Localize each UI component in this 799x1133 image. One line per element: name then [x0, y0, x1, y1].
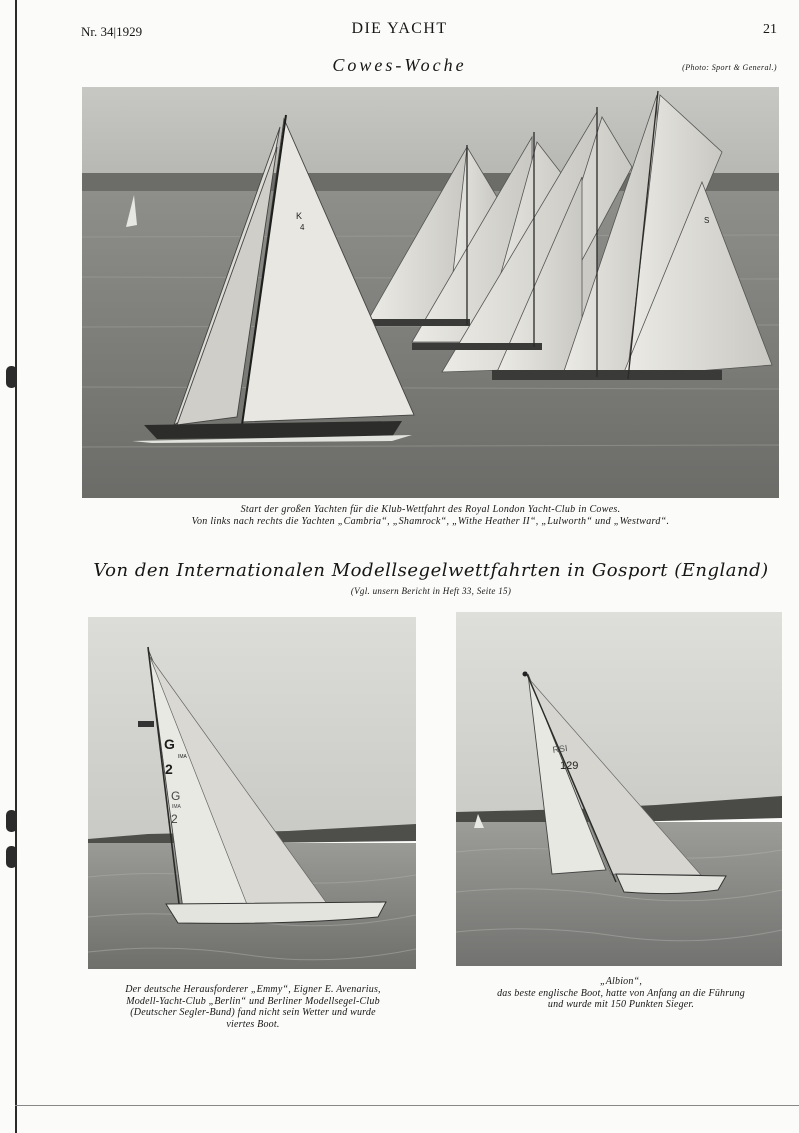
caption-line: Start der großen Yachten für die Klub-Wettfahrt des Royal London Yacht-Club in Cowes. — [240, 504, 621, 515]
page-number: 21 — [763, 22, 777, 37]
sail-marking-g-mirror: G — [171, 789, 181, 803]
caption-albion — [452, 976, 790, 1011]
section-title-gosport: Von den Internationalen Modellsegelwettfahrten in Gosport (England) — [93, 560, 769, 581]
sail-marking-g: G — [164, 736, 175, 752]
section-subtitle-reference: (Vgl. unsern Bericht in Heft 33, Seite 15) — [350, 586, 512, 596]
caption-line: das beste englische Boot, hatte von Anfang an die Führung — [497, 987, 745, 999]
photo-albion — [456, 612, 782, 966]
section-title-cowes: Cowes-Woche — [332, 55, 467, 75]
sail-marking-2-mirror: 2 — [171, 812, 178, 826]
punch-hole — [6, 846, 17, 868]
sail-marking-number: 4 — [300, 223, 305, 232]
photo-credit: (Photo: Sport & General.) — [682, 63, 777, 72]
sail-marking-westward: S — [704, 216, 710, 225]
running-header — [0, 20, 799, 42]
caption-line: Der deutsche Herausforderer „Emmy“, Eigner E. Avenarius, — [125, 984, 381, 995]
sail-marking-ima: IMA — [178, 754, 187, 760]
sail-marking-rsi: RSI — [551, 742, 569, 755]
sail-marking-letter: K — [296, 211, 303, 221]
caption-line: „Albion“, — [599, 976, 643, 987]
caption-line: Modell-Yacht-Club „Berlin“ und Berliner Modellsegel-Club — [126, 995, 380, 1007]
photo-cowes-yachts — [82, 87, 779, 498]
caption-emmy — [88, 984, 418, 1030]
issue-number: Nr. 34|1929 — [81, 24, 143, 39]
punch-hole — [6, 810, 17, 832]
caption-line: viertes Boot. — [226, 1018, 280, 1030]
page-bottom-edge — [15, 1105, 799, 1106]
caption-line: (Deutscher Segler-Bund) fand nicht sein Wetter und wurde — [130, 1007, 376, 1018]
caption-cowes — [81, 504, 780, 527]
sail-marking-2: 2 — [165, 761, 173, 777]
sail-marking-ima-mirror: IMA — [172, 804, 181, 810]
magazine-title: DIE YACHT — [351, 20, 448, 37]
sail-number-albion: 129 — [560, 760, 579, 772]
punch-hole — [6, 366, 17, 388]
caption-line: Von links nach rechts die Yachten „Cambria“, „Shamrock“, „Withe Heather II“, „Lulworth“ und „Westward“. — [191, 515, 670, 527]
photo-emmy — [88, 617, 416, 969]
caption-line: und wurde mit 150 Punkten Sieger. — [547, 999, 695, 1010]
